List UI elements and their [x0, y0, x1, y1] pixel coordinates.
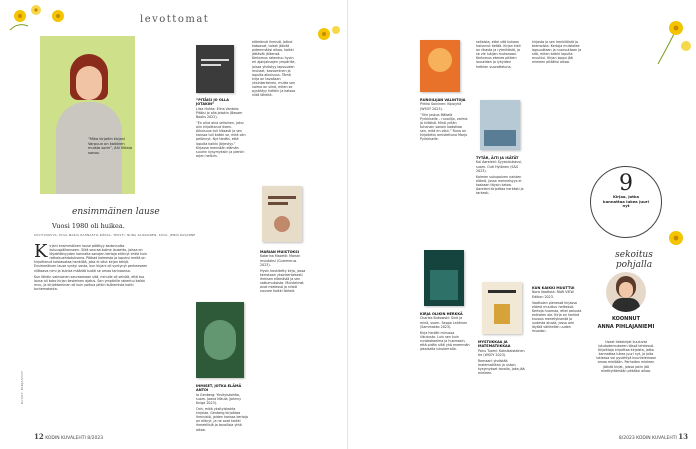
footer — [619, 432, 688, 441]
circle-number: 9 — [619, 171, 633, 196]
book-cover — [420, 40, 460, 92]
book-text: Vaattolan pienessä kirjassa elämä muuttuu hetkessä. Kertoja huomaa, ettei paluuta entiseen ole. Kirja on herkkä kuvaus menetyksestä ja uudesta alusta, jossa arki löytää vähitellen uuden muodon. — [532, 300, 582, 334]
book-author: Katarina Mazetti: Marian muistoksi (Gummerus 2023). — [260, 254, 301, 267]
footer — [34, 432, 103, 441]
book-title: RUNOILIJAN VALINTOJA — [420, 98, 466, 102]
book-entry — [420, 312, 470, 353]
author-portrait — [40, 36, 135, 194]
portrait-quote: “Mika kirjoitin kirjani Varpuun on kaikkien muista sorin”, Aili Viitala sanoo. — [88, 137, 132, 155]
book-entry — [532, 286, 584, 335]
section-title: levottomat — [140, 14, 210, 25]
dropcap: K — [34, 241, 48, 262]
page-number: 12 — [34, 432, 44, 441]
book-cover — [196, 302, 244, 378]
book-text: Hyvin keskitetty kirja, jossa kerrotaan yksinkertaisesti ihmisen elämästä ja sen sattumuksista. Muistelmat ovat mielessä ja niistä nousee kaikki tärkeä. — [260, 268, 306, 294]
featured-count-badge — [590, 166, 662, 238]
book-author: Ia Genberg: Yksityiskohtia, suom. Jaana Nikula (Johnny Kniga 2023). — [196, 392, 242, 405]
text-column — [532, 40, 582, 67]
book-author: Kai Aareleid: Syyslukukausi, suom. Outi Hytönen (S&S 2023). — [476, 160, 523, 173]
book-title: TYTÄR, ÄITI JA ISÄTÄT — [476, 156, 519, 160]
flower-icon — [314, 24, 342, 44]
subtitle: Vuosi 1980 oli huikea. — [52, 222, 125, 230]
book-cover — [482, 282, 522, 334]
book-cover — [262, 186, 302, 242]
book-author: Nora Vaattola: RAW VIEW Edition 2023. — [532, 290, 574, 299]
book-entry — [476, 156, 526, 197]
book-title: MARIAN MUISTOKSI — [260, 250, 300, 254]
book-title: KIRJA OLIKIN HERKKÄ — [420, 312, 463, 316]
book-entry — [420, 98, 468, 143]
right-page — [348, 0, 696, 449]
author-name: ANNA PIHLAJANIEMI — [597, 324, 655, 330]
text-column — [476, 40, 524, 71]
book-title: MYSTIIKKAA JA MATEMATIIKKAA — [478, 340, 511, 349]
book-author: Liisa Huhta: Elina Vantola: Pitäisi jo olla jotakin (Basam Books 2022). — [196, 106, 243, 119]
column-text: sellaista, ettei sitä kukaan halunnut tietää. Kirjan kieli on rikasta ja rytmikästä, ja se vie lukijan mukanaan. Kertomus etenee pitkien lauseiden ja lyhyiden hetkien vuorotteluna. — [476, 40, 521, 69]
book-author: Panu Tuomi: Kaksikaistainen tie (WSOY 2023). — [478, 348, 525, 357]
book-author: Pirkko Soininen: Kipsiyhä (WSOY 2023). — [420, 102, 462, 111]
page-number: 13 — [678, 432, 688, 441]
book-entry — [196, 98, 246, 160]
author-bio: Useat tietokirjat kuuluvat lukukokemukseen tässä lehdessä. Kirjoittaja kirjoittaa kirjoista, jotka kannattaa lukea juuri nyt, ja joita lukiessa voi pysähtyä kuuntelemaan omaa mieltään. Parhaiten mieleen jäävät kirjat, joissa jokin jää mietityttämään pitkäksi aikaa. — [595, 340, 657, 373]
book-entry — [478, 340, 526, 377]
text-column — [252, 40, 296, 99]
photo-credit: KUVITUSKUVA: ELSA-MARIA RAHNASTO-RÖKKA, TEKSTI: NIINA KAIKKONEN, KUVA: JENNI RAVANNE — [34, 233, 196, 237]
book-entry — [196, 384, 248, 434]
side-credit: KUVAT: KIRJASTOT — [20, 370, 24, 404]
book-cover — [424, 250, 464, 306]
book-cover — [196, 45, 234, 93]
flower-icon — [648, 16, 694, 66]
footer-text: KODIN KUVALEHTI 8/2023 — [45, 436, 104, 441]
column-text: elämänsä ihmisiä. Jotkut katoavat, toiset jäävät pidemmäksi aikaa, kaikki jättävät jälkensä. Kertomus rakentuu hyvin eri ajanjaksojen ympärille, joissa yhdistyy lapsuuden muistot, kasvaminen ja lopulta aikuisuus. Tämä kirja on tavallaan yksinkertainen, mutta sen voima on siinä, miten se pysähtyy hetkiin ja katsoo niitä läheltä. — [252, 40, 296, 98]
circle-text: Kirjaa, jotka kannattaa lukea juuri nyt — [603, 194, 649, 209]
intro-text — [34, 241, 148, 293]
script-heading: sekoitus pohjalla — [615, 250, 653, 270]
book-text: Kirja herätti minussa liikutusta. Luin sen kuin runokokoelma ja huomasin, että pidän siitä yhä enemmän jokaisella lukukerralla. — [420, 330, 470, 352]
book-title: KUN KAIKKI MUUTTUI — [532, 286, 575, 290]
column-text: kirjasta ja sen henkilöistä ja teemoista. Kertoja muistelee lapsuuttaan ja nuoruuttaan ja sitä, miten kaikki lopulta muuttui. Kirjan loppu jää mieleen pitkäksi aikaa. — [532, 40, 582, 65]
book-text: Romaani yhdistää matematiikan ja uskon kysymykset tavalla, joka jää mieleen. — [478, 359, 525, 376]
intro-paragraph: Kun lähdin vaimoinen seuraamaan sitä, minulle oli selvää, että tuo lause oli koko kirjan keskeinen ajatus. Sen ympärille rakentui kaikki muu, ja kirjoittaminen oli kuin polkua pitkin kulkemista kohti tuntematonta. — [34, 274, 146, 291]
script-heading: ensimmäinen lause — [72, 207, 160, 217]
book-cover — [480, 100, 520, 150]
book-text: Kolmen sukupolven naisten elämä, jossa menneisyys ei koskaan täysin katoa. Aareleid kirjoittaa herkästi ja tarkasti. — [476, 174, 524, 196]
book-title: ”PITÄISI JO OLLA JOTAKIN” — [196, 98, 229, 107]
koonnut-label: KOONNUT — [612, 316, 640, 322]
book-text: ”En ollut aina sellainen, joksi olin kirjoittanut itseni. Aikuisuus tuli hitaasti ja sen kanssa tuli kaikki se, mitä olin pelännyt. Nyt tiedän, että lopulta kaikki järjestyy.” Kirjassa mennään elämän suuriin kysymyksiin ja pieniin arjen hetkiin. — [196, 121, 246, 158]
book-title: IHMISET, JOTKA ELÄMÄ ANTOI — [196, 384, 242, 393]
footer-text: 8/2023 KODIN KUVALEHTI — [618, 436, 677, 441]
avatar — [606, 272, 646, 312]
flower-icon — [8, 2, 48, 32]
book-text: ”Olin joskus Mäkelä Pyrkkiselle – runoilija, valmis ja kiiltävä. Minä yritän tuhansin sanoin kadottaa sen, mitä en ollut.” Runo on kirjoitettu omistettuna Marjo Pyrkkiselle. — [420, 112, 468, 142]
book-entry — [260, 250, 308, 295]
book-text: Ooh, mikä yksityiskohta kirjasta. Genberg kirjoittaa ihmisistä, joiden kanssa kertoja on elänyt, ja ne ovat kaikki ihmeellisiä ja tavallisia yhtä aikaa. — [196, 407, 248, 432]
intro-paragraph: irjani ensimmäinen lause päättyy kadonnutta kuluuspäikanseen. Siitä seuraa kolme lausetta, joissa on löydettävyyden kannalta sanojen kertoja ehtinyt ehtiä kuin ratkaisuehdotuksena. Pääset kolmesta ja lopuksi meitä on kirjoittanut toistasataa henkilöä, joka ei ollut kirjan tekijä. Ensimmäinen lause syntyi vasta, kun kirjani oli syntynyt perheeseen viittaava nimi ja kuinka määrää tuotti se omaa tarinaansa. — [34, 244, 148, 273]
book-author: Charles Bukowski: Sinä ja minä, suom. Seppo Lahtinen (Sammakko 2023). — [420, 316, 468, 329]
flower-icon — [44, 4, 74, 30]
